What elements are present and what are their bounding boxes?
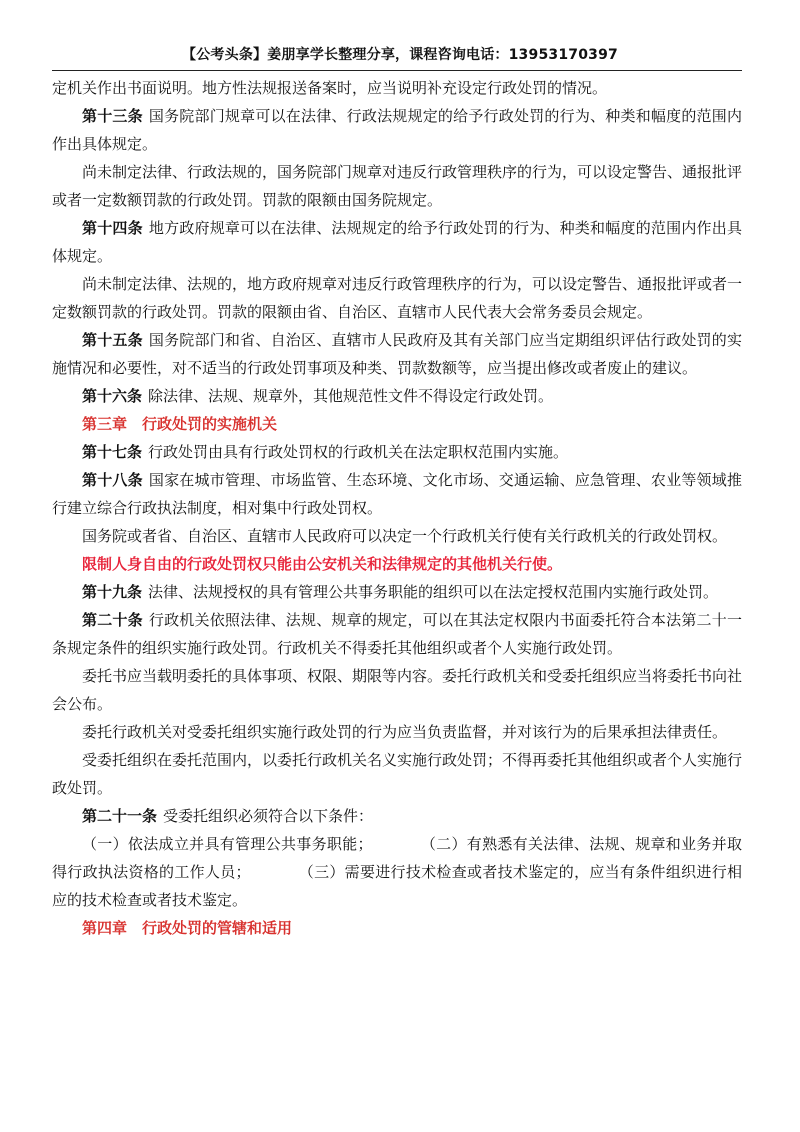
article-paragraph: [52, 326, 742, 382]
body-paragraph: 国务院或者省、自治区、直辖市人民政府可以决定一个行政机关行使有关行政机关的行政处罚权。: [82, 527, 728, 545]
article-text: 国务院部门和省、自治区、直辖市人民政府及其有关部门应当定期组织评估行政处罚的实施情况和必要性，对不适当的行政处罚事项及种类、罚款数额等，应当提出修改或者废止的建议。: [52, 331, 742, 377]
article-paragraph: [52, 382, 742, 410]
article-paragraph: [52, 102, 742, 158]
article-label: 第十七条: [82, 443, 143, 461]
continued-paragraph: 定机关作出书面说明。地方性法规报送备案时，应当说明补充设定行政处罚的情况。: [52, 79, 608, 97]
article-paragraph: [52, 606, 742, 662]
article-label: 第十三条: [82, 107, 143, 125]
article-paragraph: [52, 214, 742, 270]
article-label: 第十五条: [82, 331, 143, 349]
article-text: 除法律、法规、规章外，其他规范性文件不得设定行政处罚。: [148, 387, 554, 405]
article-text: 法律、法规授权的具有管理公共事务职能的组织可以在法定授权范围内实施行政处罚。: [148, 583, 719, 601]
article-label: 第十八条: [82, 471, 143, 489]
document-body: [52, 74, 742, 942]
body-paragraph: 委托行政机关对受委托组织实施行政处罚的行为应当负责监督，并对该行为的后果承担法律责任。: [82, 723, 728, 741]
chapter-heading: 第四章 行政处罚的管辖和适用: [82, 919, 293, 937]
body-paragraph: 尚未制定法律、法规的，地方政府规章对违反行政管理秩序的行为，可以设定警告、通报批评或者一定数额罚款的行政处罚。罚款的限额由省、自治区、直辖市人民代表大会常务委员会规定。: [52, 275, 743, 321]
highlighted-paragraph: 限制人身自由的行政处罚权只能由公安机关和法律规定的其他机关行使。: [82, 555, 563, 573]
article-paragraph: [52, 466, 742, 522]
body-paragraph: 受委托组织在委托范围内，以委托行政机关名义实施行政处罚；不得再委托其他组织或者个人实施行政处罚。: [52, 751, 743, 797]
header-divider: [52, 70, 742, 71]
page-header: 【公考头条】姜朋享学长整理分享，课程咨询电话：13953170397: [182, 47, 618, 63]
article-text: 受委托组织必须符合以下条件：: [163, 807, 374, 825]
article-text: 国务院部门规章可以在法律、行政法规规定的给予行政处罚的行为、种类和幅度的范围内作出具体规定。: [52, 107, 742, 153]
article-paragraph: [52, 438, 742, 466]
article-label: 第十六条: [82, 387, 143, 405]
article-label: 第二十一条: [82, 807, 158, 825]
article-label: 第十四条: [82, 219, 143, 237]
article-text: 行政机关依照法律、法规、规章的规定，可以在其法定权限内书面委托符合本法第二十一条规定条件的组织实施行政处罚。行政机关不得委托其他组织或者个人实施行政处罚。: [52, 611, 742, 657]
article-paragraph: [52, 578, 742, 606]
article-text: 国家在城市管理、市场监管、生态环境、文化市场、交通运输、应急管理、农业等领域推行建立综合行政执法制度，相对集中行政处罚权。: [52, 471, 742, 517]
body-paragraph: 尚未制定法律、行政法规的，国务院部门规章对违反行政管理秩序的行为，可以设定警告、通报批评或者一定数额罚款的行政处罚。罚款的限额由国务院规定。: [52, 163, 743, 209]
chapter-heading: 第三章 行政处罚的实施机关: [82, 415, 278, 433]
article-label: 第二十条: [82, 611, 143, 629]
article-paragraph: [52, 802, 742, 830]
article-text: 地方政府规章可以在法律、法规规定的给予行政处罚的行为、种类和幅度的范围内作出具体规定。: [52, 219, 742, 265]
article-text: 行政处罚由具有行政处罚权的行政机关在法定职权范围内实施。: [148, 443, 569, 461]
condition-item: （一）依法成立并具有管理公共事务职能；: [82, 835, 373, 853]
conditions-paragraph: [52, 830, 742, 914]
condition-item: （二）有熟悉有关法律、法规、规章和业务并取得行政执法资格的工作人员；: [52, 835, 742, 881]
body-paragraph: 委托书应当载明委托的具体事项、权限、期限等内容。委托行政机关和受委托组织应当将委托书向社会公布。: [52, 667, 743, 713]
article-label: 第十九条: [82, 583, 143, 601]
condition-item: （三）需要进行技术检查或者技术鉴定的，应当有条件组织进行相应的技术检查或者技术鉴定。: [52, 863, 742, 909]
